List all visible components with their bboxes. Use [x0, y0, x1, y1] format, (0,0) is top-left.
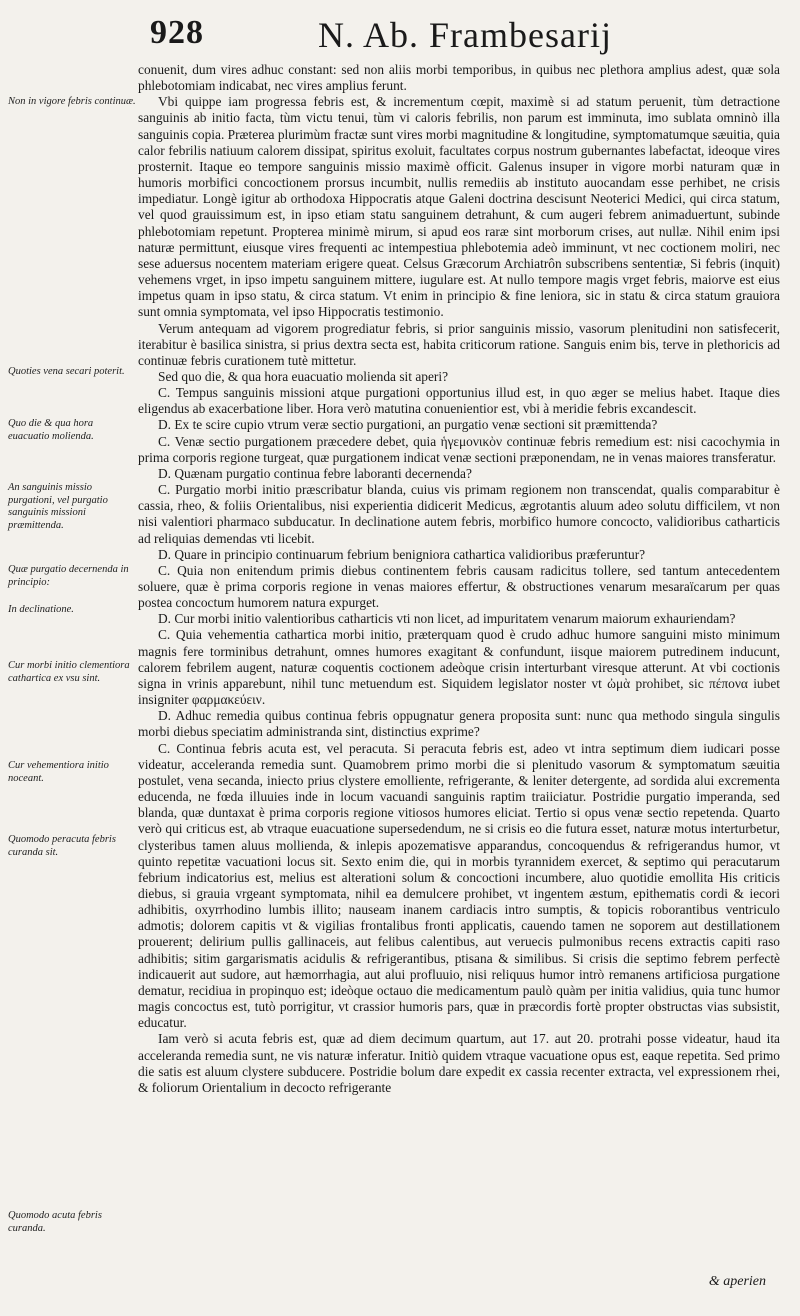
- margin-note: Cur morbi initio clementiora cathartica ex vsu sint.: [8, 660, 130, 684]
- paragraph: C. Venæ sectio purgationem præcedere debet, quia ἡγεμονικὸν continuæ febris remedium est: nisi cacochymia in prima corporis regione turgeat, quæ purgationem indicat venæ sectioni præponendam, ne in venas maiores transferatur.: [138, 433, 780, 465]
- margin-note: An sanguinis missio purgationi, vel purgatio sanguinis missioni præmittenda.: [8, 482, 108, 531]
- margin-note: Non in vigore febris continuæ.: [8, 96, 136, 107]
- paragraph: conuenit, dum vires adhuc constant: sed non aliis morbi temporibus, in quibus nec plethora amplius adest, quæ sola phlebotomiam indicabat, nec vires amplius ferunt.: [138, 62, 780, 94]
- margin-note: Quomodo peracuta febris curanda sit.: [8, 834, 116, 858]
- margin-note: Cur vehementiora initio noceant.: [8, 760, 109, 784]
- paragraph: D. Cur morbi initio valentioribus catharticis vti non licet, ad impuritatem venarum maiorum exhauriendam?: [158, 611, 736, 627]
- margin-note: Quo die & qua hora euacuatio molienda.: [8, 418, 94, 442]
- paragraph: Vbi quippe iam progressa febris est, & incrementum cœpit, maximè si ad statum peruenit, tùm detractione sanguinis ab initio facta, tùm victu tenui, tùm vi caloris febrilis, non parum est imminuta, imo sublata omninò illa sanguinis copia. Præterea plurimùm fractæ sunt vires morbi magnitudine & longitudine, symptomatumque sæuitia, quia calor febrilis natiuum calorem dissipat, spiritus exoluit, facultates corpus nostrum gubernantes labefactat, ideoque vires prosternit. Itaque eo tempore sanguinis missio maximè officit. Galenus insuper in vigore morbi naturam quæ in humoris morbifici concoctionem prorsus incumbit, nullis remediis ab instituto auocandam esse perhibet, ne crisis impediatur. Longè igitur ab orthodoxa Hippocratis atque Galeni doctrina descisunt Neoterici Medici, qui circa statum, vel quod grauissimum est, in ipso etiam statu sanguinem detrahunt, & cum augeri febrem animaduertunt, subinde phlebotomiam repetunt. Propterea minimè mirum, si apud eos raræ sint morborum crises, aut nullæ. Nihil enim ipsi naturæ permittunt, eiusque vires frequenti ac intempestiua phlebotemia adeò imminunt, vt nec coctionem moliri, nec sese aduersus nocentem materiam erigere queat. Celsus Græcorum Archiatrôn subscribens sententiæ, Si febris (inquit) vehemens vrget, in ipso impetu sanguinem mittere, iugulare est. At nullo tempore magis vrget febris, maiorve est eius impetus quam in ipso statu, & circa statum. Vt enim in principio & fine leniora, sic in statu & circa statum grauiora sunt omnia symptomata, vel ipso Hippocratis testimonio.: [138, 94, 780, 320]
- paragraph: Iam verò si acuta febris est, quæ ad diem decimum quartum, aut 17. aut 20. protrahi posse videatur, haud ita acceleranda remedia sunt, ne vis naturæ inferatur. Initiò quidem vtraque vacuatione opus est, eaque repetita. Sed primo die satis est aluum clystere subducere. Postridie bolum dare expedit ex cassia recenter extracta, vel expressionem rhei, & foliorum Orientalium in decocto refrigerante: [138, 1031, 780, 1095]
- margin-note: Quoties vena secari poterit.: [8, 366, 125, 377]
- page-number: 928: [150, 14, 204, 51]
- paragraph: D. Quare in principio continuarum febrium benigniora cathartica validioribus præferuntur?: [158, 546, 646, 562]
- paragraph: C. Quia non enitendum primis diebus continentem febris causam radicitus tollere, sed tantum antecedentem soluere, quæ è prima corporis regione in venas maiores effertur, & obstructiones venarum mesaraïcarum per quas postea concoctum humorem natura expurget.: [138, 562, 780, 611]
- running-title: N. Ab. Frambesarij: [318, 15, 612, 55]
- paragraph: Verum antequam ad vigorem progrediatur febris, si prior sanguinis missio, vasorum plenitudini non satisfecerit, iterabitur è basilica sinistra, si prius dextra secta est, habita criticorum ratione. Sanguis enim bis, terve in plethoricis ad continuæ febris curationem tutè mittetur.: [138, 320, 780, 368]
- paragraph: C. Tempus sanguinis missioni atque purgationi opportunius illud est, in quo æger se melius habet. Itaque dies eligendus ab exacerbatione liber. Hora verò matutina conuenientior est, vbi à meridie febris excandescit.: [138, 385, 780, 417]
- paragraph: D. Ex te scire cupio vtrum veræ sectio purgationi, an purgatio venæ sectioni sit præmittenda?: [158, 417, 658, 433]
- paragraph: D. Adhuc remedia quibus continua febris oppugnatur genera proposita sunt: nunc qua methodo singula singulis morbi diebus speciatim administranda sint, distinctius exprime?: [138, 708, 780, 740]
- paragraph: C. Continua febris acuta est, vel peracuta. Si peracuta febris est, adeo vt intra septimum diem iudicari posse videatur, acceleranda remedia sunt. Quamobrem primo morbi die si plenitudo vasorum & symptomatum sæuitia postulet, vena secanda, iniecto prius clystere emolliente, refrigerante, & leniter detergente, ad sordida alui excrementa educenda, ne fœda illuuies inde in locum vacuandi sanguinis raptim traiiciatur. Postridie purgatio imperanda, sed blanda, quæ duntaxat è prima corporis regione vitiosos humores eliciat. Tertio si opus venæ sectio repetenda. Quarto verò qui criticus est, ab vtraque euacuatione supersedendum, ne si crisis eo die futura esset, naturæ motus interturbetur, clysteribus tamen aluus mollienda, & inlepis apozematisve apparandus, concoquendus & refrigerandus humor, vt quinto repetitæ vacuationi locus sit. Sexto enim die, qui in morbis tyrannidem exercet, & septimo qui peracutarum febrium indicatorius est, melius est alterationi solum & concoctioni incumbere, aluo quotidie emollita His criticis diebus, si grauia vrgeant symptomata, nihil ea demulcere prohibet, vt ingentem æstum, epithematis cordi & iecori adhibitis, oxyrrhodino lumbis illito; nauseam inanem cardiacis intro sumptis, & topicis roborantibus ventriculo admotis; dolorem capitis vt & vigilias frontalibus fronti applicatis, cauendo tamen ne soporem aut destillationem prouerent; delirium pullis gallinaceis, aut felibus calentibus, aut veruecis pulmonibus recens extractis capiti raso adhibitis; sitim gargarismatis acidulis & refrigerantibus, ptisana & similibus. Si crisis die septimo febrem perfectè indicauerit aut sudore, aut hæmorrhagia, aut alui profluuio, nisi reliquus humor intrò remanens artificiosa purgatione dematur, recidiua in propinquo est; ideòque octauo die medicamentum paulò quàm per initia validius, quia tunc humor magis concoctus est, tutò porrigitur, vt crassior humoris pars, quæ in præcordis fortè propter obstructas vias subsistit, educatur.: [138, 740, 780, 1031]
- margin-note: In declinatione.: [8, 604, 74, 615]
- page-header: [0, 14, 800, 62]
- main-text: [138, 62, 780, 1096]
- margin-note: Quæ purgatio decernenda in principio:: [8, 564, 129, 588]
- paragraph: C. Purgatio morbi initio præscribatur blanda, cuius vis primam regionem non transcendat, qualis comparabitur è cassia, rheo, & foliis Orientalibus, nisi experientia didicerit Medicus, ægrotantis aluum adeo solutu difficilem, vt non nisi valentiori pharmaco subducatur. In declinatione autem febris, morbifico humore concocto, validioribus catharticis ad reliquias demendas vti licebit.: [138, 482, 780, 546]
- margin-note: Quomodo acuta febris curanda.: [8, 1210, 102, 1234]
- paragraph: D. Quænam purgatio continua febre laboranti decernenda?: [158, 465, 472, 481]
- paragraph: Sed quo die, & qua hora euacuatio molienda sit aperi?: [158, 368, 449, 384]
- paragraph: C. Quia vehementia cathartica morbi initio, præterquam quod è crudo adhuc humore sanguini misto minimum magnis fere torminibus detrahunt, omnes humores exagitant & confundunt, iisque maiorem putredinem inducunt, calorem febrilem augent, naturæ coquentis coctionem adeòque crisin interturbant viresque atterunt. At vbi coctionis signa in vrinis apparebunt, nihil tunc metuendum est. Siquidem legislator noster vt ὠμὰ prohibet, sic πέπονα iubet insigniter φαρμακεύειν.: [138, 627, 780, 708]
- catchword: & aperien: [708, 1274, 766, 1289]
